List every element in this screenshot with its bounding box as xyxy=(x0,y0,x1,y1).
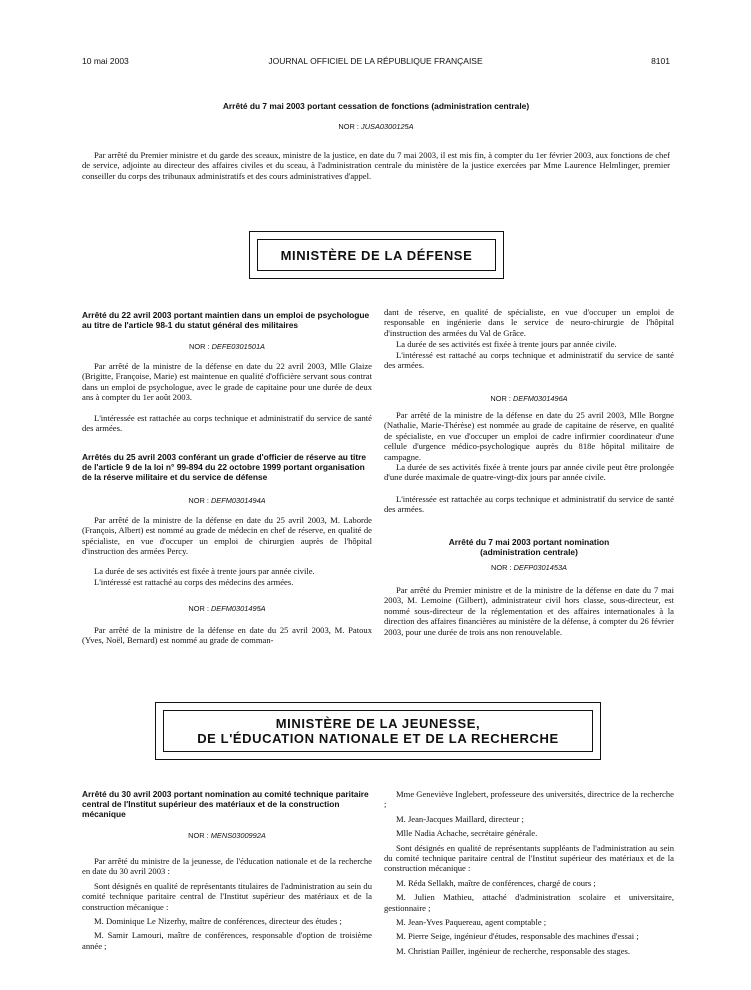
nor-reference xyxy=(384,394,674,403)
arrete-patoux-p2: dant de réserve, en qualité de spécialiste, en vue d'occuper un emploi de responsable en ingénierie dans le service de neuro-chirurgie de l'hôpital d'instruction des armées du Val de Grâce. xyxy=(384,307,674,338)
arrete-comite-p13: M. Christian Pailler, ingénieur de recherche, responsable des stages. xyxy=(396,945,630,956)
arrete-cessation-title: Arrêté du 7 mai 2003 portant cessation de fonctions (administration centrale) xyxy=(222,101,530,111)
ministry-education-heading-line2: DE L'ÉDUCATION NATIONALE ET DE LA RECHERCHE xyxy=(197,731,559,746)
nor-label: NOR : xyxy=(188,342,210,351)
nor-reference xyxy=(82,122,670,131)
arrete-comite-title: Arrêté du 30 avril 2003 portant nomination au comité technique paritaire central de l'Institut supérieur des matériaux et de la construction mécanique xyxy=(82,789,369,819)
ministry-defense-heading xyxy=(257,239,496,271)
nor-reference xyxy=(384,563,674,572)
arrete-comite-p12: M. Pierre Seige, ingénieur d'études, responsable des machines d'essai ; xyxy=(396,931,639,942)
arretes-reserve-title: Arrêtés du 25 avril 2003 conférant un grade d'officier de réserve au titre de l'article 9 de la loi n° 99-894 du 22 octobre 1999 portant organisation de la réserve militaire et du service de défense xyxy=(82,452,367,482)
header-date: 10 mai 2003 xyxy=(82,56,129,66)
arrete-comite-p6: M. Jean-Jacques Maillard, directeur ; xyxy=(396,813,524,824)
arrete-comite-body-continued xyxy=(384,789,674,959)
arrete-psychologue-p2: L'intéressée est rattachée au corps technique et administratif du service de santé des armées. xyxy=(82,413,372,434)
ministry-education-heading-line1: MINISTÈRE DE LA JEUNESSE, xyxy=(275,716,481,731)
arrete-patoux-p1: Par arrêté de la ministre de la défense en date du 25 avril 2003, M. Patoux (Yves, Noël, Bernard) est nommé au grade de comman- xyxy=(82,625,372,646)
arrete-cessation-text: Par arrêté du Premier ministre et du garde des sceaux, ministre de la justice, en date du 7 mai 2003, il est mis fin, à compter du 1er février 2003, aux fonctions de chef de service, adjointe au directeur des affaires civiles et du sceau, à l'administration centrale du ministère de la justice exercées par Mme Laurence Helmlinger, premier conseiller du corps des tribunaux administratifs et des cours administratives d'appel. xyxy=(82,150,670,181)
arrete-comite-p5: Mme Geneviève Inglebert, professeure des universités, directrice de la recherche ; xyxy=(384,789,674,810)
nor-reference xyxy=(82,496,372,505)
arrete-comite-p8: Sont désignés en qualité de représentants suppléants de l'administration au sein du comité technique paritaire central de l'Institut supérieur des matériaux et de la construction mécanique : xyxy=(384,842,674,874)
arrete-laborde-p3: L'intéressé est rattaché au corps des médecins des armées. xyxy=(94,577,294,587)
nor-code: DEFM0301495A xyxy=(210,604,266,613)
arrete-psychologue-title: Arrêté du 22 avril 2003 portant maintien dans un emploi de psychologue au titre de l'article 98-1 du statut général des militaires xyxy=(82,310,370,330)
arrete-patoux-p3: La durée de ses activités est fixée à trente jours par année civile. xyxy=(396,339,617,349)
arrete-borgne-p1: Par arrêté de la ministre de la défense en date du 25 avril 2003, Mlle Borgne (Nathalie, Marie-Thérèse) est nommée au grade de capitaine de réserve, en qualité de spécialiste, en vue d'occuper un emploi de cadre infirmier coordinateur d'une cellule d'urgence médico-psychologique auprès du 818e hôpital militaire de campagne. xyxy=(384,410,674,462)
nor-label: NOR : xyxy=(338,122,359,131)
arrete-comite-p9: M. Réda Sellakh, maître de conférences, chargé de cours ; xyxy=(396,877,596,888)
arrete-comite-p3: M. Dominique Le Nizerhy, maître de conférences, directeur des études ; xyxy=(94,916,342,927)
nor-code: DEFM0301496A xyxy=(512,394,568,403)
nor-reference xyxy=(82,604,372,613)
arrete-laborde-p1: Par arrêté de la ministre de la défense en date du 25 avril 2003, M. Laborde (François, Albert) est nommé au grade de médecin en chef de réserve, en qualité de spécialiste, en vue d'occuper un emploi de chirurgien auprès de l'hôpital d'instruction des armées Percy. xyxy=(82,515,372,557)
ministry-defense-heading-text: MINISTÈRE DE LA DÉFENSE xyxy=(280,247,473,263)
arrete-nomination-title-line1: Arrêté du 7 mai 2003 portant nomination xyxy=(448,537,610,547)
arrete-comite-p7: Mlle Nadia Achache, secrétaire générale. xyxy=(396,828,538,839)
nor-reference xyxy=(82,342,372,351)
nor-label: NOR : xyxy=(188,604,209,613)
nor-code: JUSA0300125A xyxy=(361,122,414,131)
arrete-comite-p2: Sont désignés en qualité de représentants titulaires de l'administration au sein du comité technique paritaire central de l'Institut supérieur des matériaux et de la construction mécanique : xyxy=(82,880,372,912)
nor-label: NOR : xyxy=(490,394,511,403)
nor-code: DEFP0301453A xyxy=(513,563,567,572)
arrete-borgne-p3: L'intéressée est rattachée au corps technique et administratif du service de santé des armées. xyxy=(384,494,674,515)
nor-label: NOR : xyxy=(188,831,209,840)
arrete-nomination-title-line2: (administration centrale) xyxy=(480,547,578,557)
arrete-nomination-title xyxy=(384,537,674,557)
arrete-patoux-p4: L'intéressé est rattaché au corps technique et administratif du service de santé des armées. xyxy=(384,350,674,371)
nor-label: NOR : xyxy=(188,496,209,505)
arrete-comite-p4: M. Samir Lamouri, maître de conférences, responsable d'option de troisième année ; xyxy=(82,930,372,951)
arrete-comite-p10: M. Julien Mathieu, attaché d'administration scolaire et universitaire, gestionnaire ; xyxy=(384,892,674,913)
arrete-lemoine-text: Par arrêté du Premier ministre et de la ministre de la défense en date du 7 mai 2003, M. Lemoine (Gilbert), administrateur civil hors classe, sous-directeur, est nommé sous-directeur de la réglementation et des affaires internationales à la direction des affaires financières au ministère de la défense, à compter du 26 février 2003, pour une durée de trois ans non renouvelable. xyxy=(384,585,674,637)
arrete-comite-p1: Par arrêté du ministre de la jeunesse, de l'éducation nationale et de la recherche en date du 30 avril 2003 : xyxy=(82,856,372,877)
nor-reference xyxy=(82,831,372,840)
nor-label: NOR : xyxy=(490,563,512,572)
arrete-laborde-p2: La durée de ses activités est fixée à trente jours par année civile. xyxy=(94,566,315,576)
nor-code: DEFE0301501A xyxy=(211,342,265,351)
arrete-comite-body xyxy=(82,856,372,954)
header-journal-title: JOURNAL OFFICIEL DE LA RÉPUBLIQUE FRANÇAISE xyxy=(268,56,483,66)
nor-code: MENS0300992A xyxy=(210,831,266,840)
ministry-education-heading xyxy=(163,710,593,752)
arrete-psychologue-p1: Par arrêté de la ministre de la défense en date du 22 avril 2003, Mlle Glaize (Brigitte, Françoise, Marie) est maintenue en qualité d'officière servant sous contrat dans un emploi de psychologue, avec le grade de capitaine pour une durée de deux ans à compter du 1er août 2003. xyxy=(82,361,372,403)
arrete-comite-p11: M. Jean-Yves Paquereau, agent comptable ; xyxy=(396,917,547,928)
nor-code: DEFM0301494A xyxy=(210,496,266,505)
arrete-borgne-p2: La durée de ses activités fixée à trente jours par année civile peut être prolongée d'une durée maximale de quatre-vingt-dix jours par année civile. xyxy=(384,462,674,483)
header-page-number: 8101 xyxy=(651,56,670,66)
